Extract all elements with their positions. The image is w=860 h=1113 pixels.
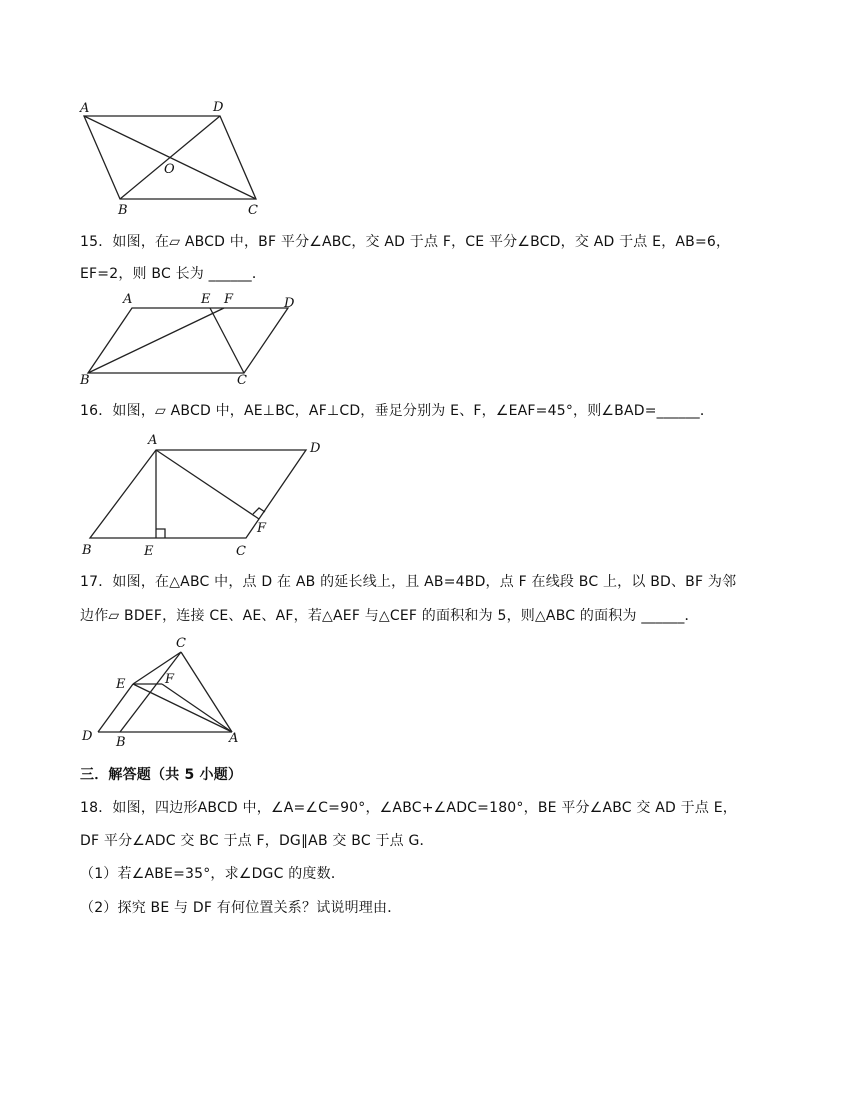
right-angle-mark-e (156, 529, 165, 538)
figure-17-triangle (76, 632, 256, 750)
label-d: D (82, 729, 93, 744)
label-a: A (80, 101, 90, 116)
label-d: D (284, 296, 295, 311)
q18-part2: （2）探究 BE 与 DF 有何位置关系？试说明理由． (80, 900, 402, 916)
label-f: F (224, 292, 234, 307)
section-heading: 三．解答题（共 5 小题） (80, 767, 243, 783)
q17-line2: 边作▱ BDEF，连接 CE、AE、AF，若△AEF 与△CEF 的面积和为 5，则△ABC 的面积为 ______． (80, 608, 699, 624)
label-c: C (248, 203, 258, 218)
parallelogram-abcd (88, 308, 288, 373)
q15-line2: EF=2，则 BC 长为 ______． (80, 266, 267, 282)
altitude-af (156, 450, 259, 519)
diagonal-bd (120, 116, 220, 199)
q18-part1: （1）若∠ABE=35°，求∠DGC 的度数． (80, 866, 346, 882)
label-a: A (229, 731, 239, 746)
q17-line1: 17．如图，在△ABC 中，点 D 在 AB 的延长线上，且 AB=4BD，点 F 在线段 BC 上，以 BD、BF 为邻 (80, 574, 737, 590)
segment-fa (162, 684, 232, 732)
figure-14-parallelogram (70, 96, 270, 220)
label-b: B (82, 543, 92, 558)
q16-line1: 16．如图，▱ ABCD 中，AE⊥BC，AF⊥CD，垂足分别为 E、F，∠EAF=45°，则∠BAD=______． (80, 403, 715, 419)
label-e: E (144, 544, 154, 559)
q18-line1: 18．如图，四边形ABCD 中，∠A=∠C=90°，∠ABC+∠ADC=180°，BE 平分∠ABC 交 AD 于点 E， (80, 800, 737, 816)
label-b: B (116, 735, 126, 750)
label-e: E (116, 677, 126, 692)
q15-line1: 15．如图，在▱ ABCD 中，BF 平分∠ABC，交 AD 于点 F，CE 平分∠BCD，交 AD 于点 E，AB=6， (80, 234, 731, 250)
segment-ce (210, 308, 244, 373)
label-b: B (118, 203, 128, 218)
parallelogram-abcd (90, 450, 306, 538)
segment-bf (88, 308, 224, 373)
label-d: D (213, 100, 224, 115)
figure-16-parallelogram (76, 428, 336, 560)
figure-15-parallelogram (74, 288, 304, 390)
label-d: D (310, 441, 321, 456)
label-c: C (176, 636, 186, 651)
label-o: O (164, 162, 175, 177)
label-c: C (237, 373, 247, 388)
q18-line2: DF 平分∠ADC 交 BC 于点 F，DG∥AB 交 BC 于点 G． (80, 833, 434, 849)
label-a: A (123, 292, 133, 307)
label-b: B (80, 373, 90, 388)
label-e: E (201, 292, 211, 307)
label-c: C (236, 544, 246, 559)
label-f: F (257, 521, 267, 536)
label-f: F (165, 672, 175, 687)
label-a: A (148, 433, 158, 448)
